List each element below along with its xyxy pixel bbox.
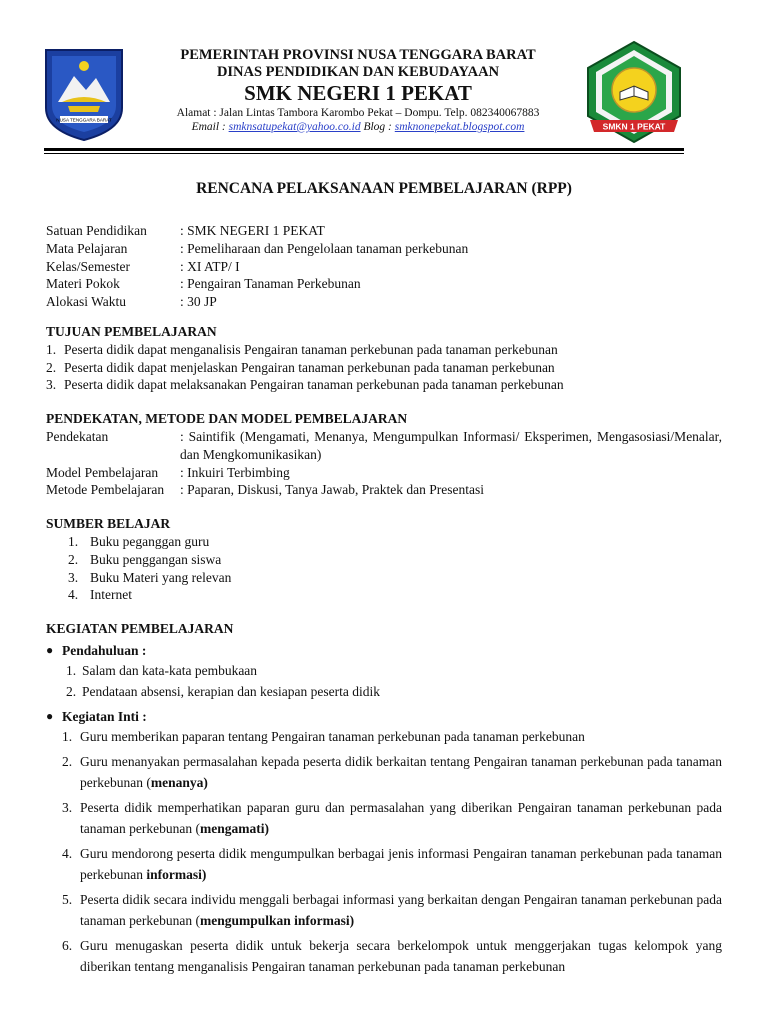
section-heading-pendekatan: PENDEKATAN, METODE DAN MODEL PEMBELAJARAN — [46, 411, 408, 427]
list-item: 4. Guru mendorong peserta didik mengumpulkan berbagai jenis informasi Pengairan tanaman perkebunan pada tanaman perkebunan informasi) — [62, 845, 722, 882]
inti-list — [46, 726, 722, 977]
bullet-icon: ● — [46, 642, 54, 657]
pendahuluan-list — [46, 660, 722, 702]
list-item: 1. Guru memberikan paparan tentang Pengairan tanaman perkebunan pada tanaman perkebunan — [62, 728, 585, 744]
section-heading-sumber: SUMBER BELAJAR — [46, 516, 171, 532]
list-item: 3. Peserta didik dapat melaksanakan Pengairan tanaman perkebunan pada tanaman perkebunan — [46, 377, 564, 393]
bullet-inti: ● Kegiatan Inti : — [46, 708, 147, 724]
school-name: SMK NEGERI 1 PEKAT — [244, 81, 472, 105]
tujuan-list — [46, 341, 722, 394]
school-logo-icon — [582, 40, 686, 144]
identity-row: Materi Pokok : Pengairan Tanaman Perkebunan — [46, 276, 361, 292]
section-heading-kegiatan: KEGIATAN PEMBELAJARAN — [46, 621, 234, 637]
list-item: 2. Pendataan absensi, kerapian dan kesiapan peserta didik — [66, 683, 381, 699]
document-body — [46, 222, 722, 981]
bullet-pendahuluan: ● Pendahuluan : — [46, 642, 147, 658]
email-link[interactable]: smknsatupekat@yahoo.co.id — [228, 121, 361, 133]
identity-row: Kelas/Semester : XI ATP/ I — [46, 258, 240, 274]
contact-line — [138, 120, 578, 134]
identity-row: Alokasi Waktu : 30 JP — [46, 294, 217, 310]
bullet-icon: ● — [46, 708, 54, 723]
pendekatan-row: Model Pembelajaran : Inkuiri Terbimbing — [46, 464, 290, 480]
section-heading-tujuan: TUJUAN PEMBELAJARAN — [46, 323, 217, 339]
list-item: 2. Peserta didik dapat menjelaskan Pengairan tanaman perkebunan pada tanaman perkebunan — [46, 359, 555, 375]
pendekatan-table — [46, 428, 722, 499]
pendekatan-row: Pendekatan : Saintifik (Mengamati, Menanya, Mengumpulkan Informasi/ Eksperimen, Mengasosiasi/Menalar, dan Mengkomunikasikan) — [46, 428, 722, 462]
province-emblem-icon — [42, 46, 126, 142]
list-item: 4. Internet — [68, 587, 132, 603]
identity-table — [46, 222, 722, 311]
email-label: Email : — [191, 121, 229, 133]
header-rule-thick — [44, 148, 684, 151]
list-item: 6. Guru menugaskan peserta didik untuk bekerja secara berkelompok untuk menggerjakan tugas kelompok yang diberikan tentang menganalisis Pengairan tanaman perkebunan pada tanaman perkebunan — [62, 937, 722, 974]
letterhead — [38, 40, 728, 150]
header-rule-thin — [44, 153, 684, 154]
school-logo-text: SMKN 1 PEKAT — [602, 121, 666, 132]
government-name: PEMERINTAH PROVINSI NUSA TENGGARA BARAT — [180, 47, 536, 63]
document-title: RENCANA PELAKSANAAN PEMBELAJARAN (RPP) — [196, 180, 572, 197]
letterhead-text — [138, 46, 578, 134]
list-item: 1. Peserta didik dapat menganalisis Pengairan tanaman perkebunan pada tanaman perkebunan — [46, 341, 558, 357]
list-item: 2. Guru menanyakan permasalahan kepada peserta didik berkaitan tentang Pengairan tanaman perkebunan pada tanaman perkebunan (menanya) — [62, 753, 722, 790]
list-item: 1. Salam dan kata-kata pembukaan — [66, 662, 258, 678]
province-emblem-text: NUSA TENGGARA BARAT — [56, 117, 112, 123]
blog-label: Blog : — [360, 121, 395, 133]
blog-link[interactable]: smknonepekat.blogspot.com — [394, 121, 525, 133]
list-item: 1. Buku peganggan guru — [68, 533, 210, 549]
list-item: 2. Buku penggangan siswa — [68, 551, 222, 567]
list-item: 3. Peserta didik memperhatikan paparan guru dan permasalahan yang diberikan Pengairan tanaman perkebunan pada tanaman perkebunan (mengamati) — [62, 799, 722, 836]
identity-row: Mata Pelajaran : Pemeliharaan dan Pengelolaan tanaman perkebunan — [46, 240, 469, 256]
sumber-list — [46, 533, 722, 604]
school-address: Alamat : Jalan Lintas Tambora Karombo Pekat – Dompu. Telp. 082340067883 — [176, 107, 540, 119]
department-name: DINAS PENDIDIKAN DAN KEBUDAYAAN — [216, 64, 500, 80]
list-item: 3. Buku Materi yang relevan — [68, 569, 232, 585]
pendekatan-row: Metode Pembelajaran : Paparan, Diskusi, Tanya Jawab, Praktek dan Presentasi — [46, 482, 484, 498]
list-item: 5. Peserta didik secara individu menggali berbagai informasi yang berkaitan dengan Pengairan tanaman perkebunan pada tanaman perkebunan (mengumpulkan informasi) — [62, 891, 722, 928]
identity-row: Satuan Pendidikan : SMK NEGERI 1 PEKAT — [46, 223, 325, 238]
